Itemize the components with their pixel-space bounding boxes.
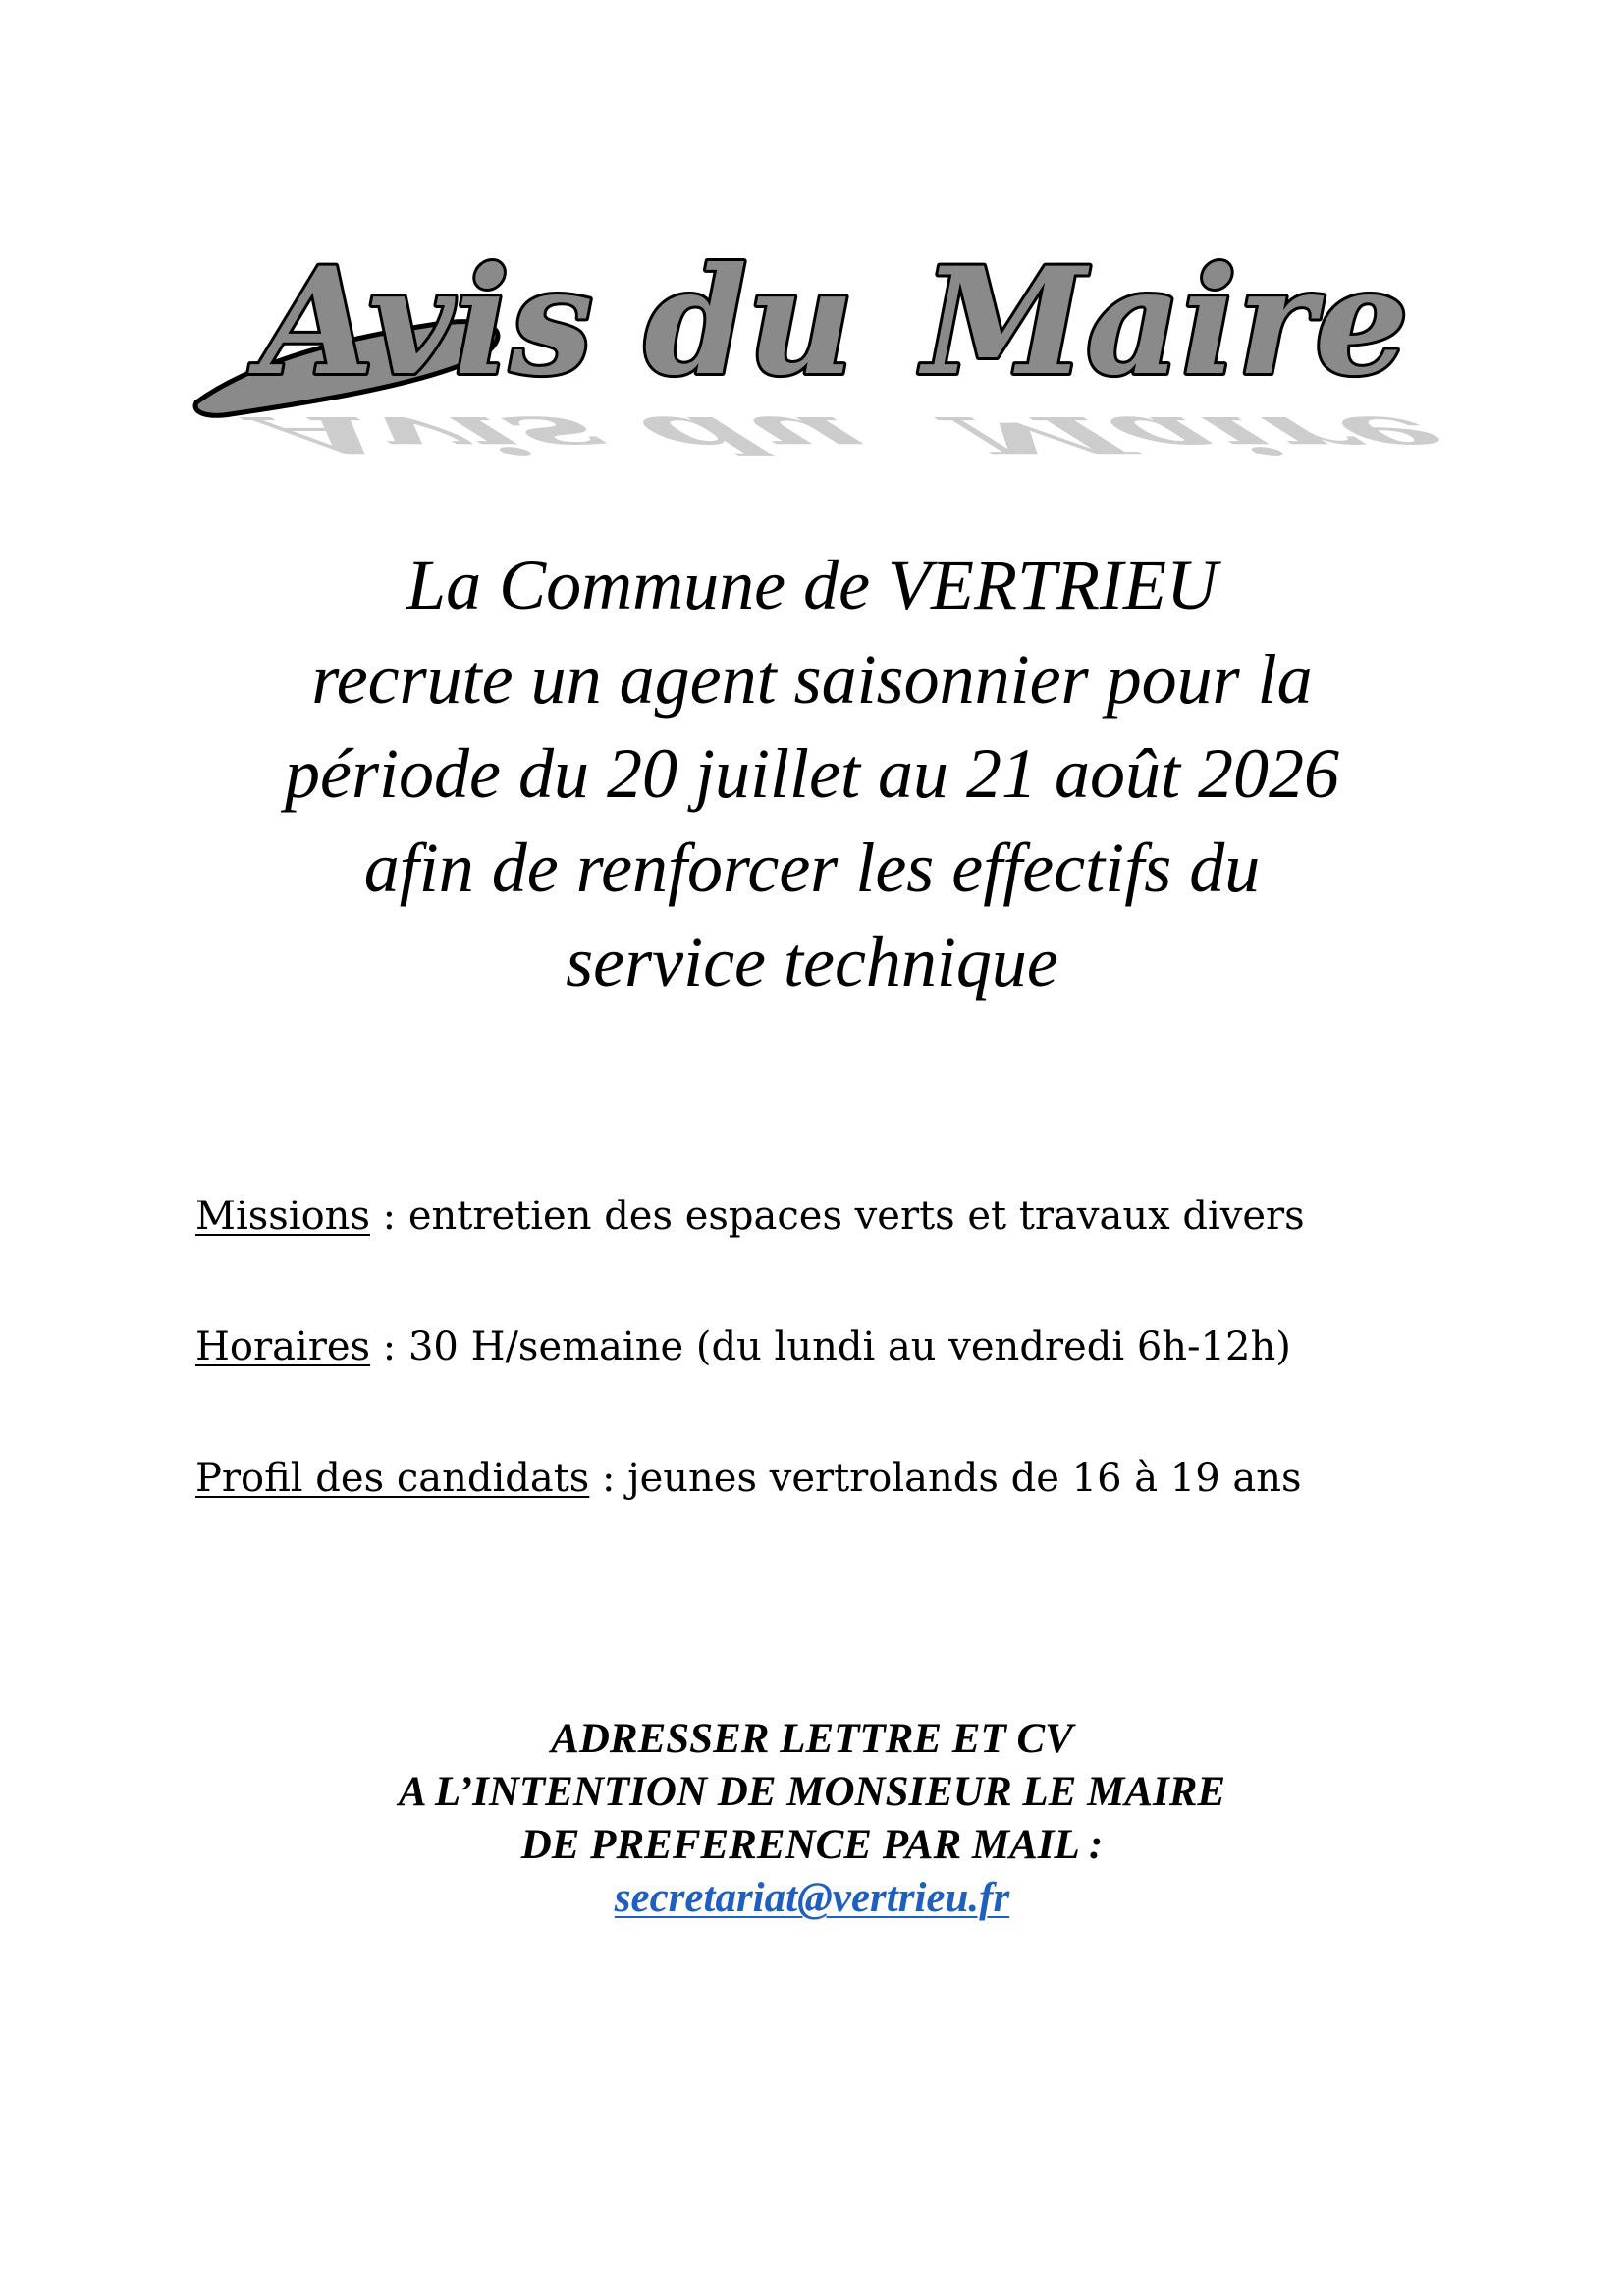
intro-paragraph	[147, 538, 1477, 1009]
profil-value: : jeunes vertrolands de 16 à 19 ans	[589, 1456, 1302, 1501]
horaires-value: : 30 H/semaine (du lundi au vendredi 6h-12h)	[370, 1324, 1291, 1369]
intro-line: recrute un agent saisonnier pour la	[311, 640, 1313, 719]
intro-line: période du 20 juillet au 21 août 2026	[285, 734, 1339, 813]
profil-label: Profil des candidats	[195, 1456, 590, 1501]
intro-line: La Commune de VERTRIEU	[406, 546, 1218, 624]
horaires-row	[195, 1322, 1472, 1371]
horaires-label: Horaires	[195, 1324, 371, 1369]
closing-line-1: ADRESSER LETTRE ET CV	[551, 1716, 1073, 1762]
intro-line: afin de renforcer les effectifs du	[363, 828, 1261, 907]
missions-row	[195, 1192, 1472, 1241]
title-word2: Maire	[923, 236, 1409, 408]
closing-line-3: DE PREFERENCE PAR MAIL :	[520, 1822, 1104, 1868]
title-wordart	[191, 236, 1474, 466]
profil-row	[195, 1454, 1472, 1503]
title-shadow-word2: Maire	[924, 404, 1474, 466]
closing-line-2: A L’INTENTION DE MONSIEUR LE MAIRE	[398, 1769, 1226, 1815]
email-link[interactable]: secretariat@vertrieu.fr	[614, 1875, 1010, 1921]
contact-instructions	[245, 1713, 1379, 1925]
title-shadow-word1: Avis du	[237, 404, 895, 466]
intro-line: service technique	[566, 923, 1058, 1001]
title-word1: Avis du	[260, 236, 855, 408]
missions-label: Missions	[195, 1194, 370, 1239]
title-wordart-graphic	[191, 236, 1474, 466]
missions-value: : entretien des espaces verts et travaux divers	[369, 1194, 1305, 1239]
